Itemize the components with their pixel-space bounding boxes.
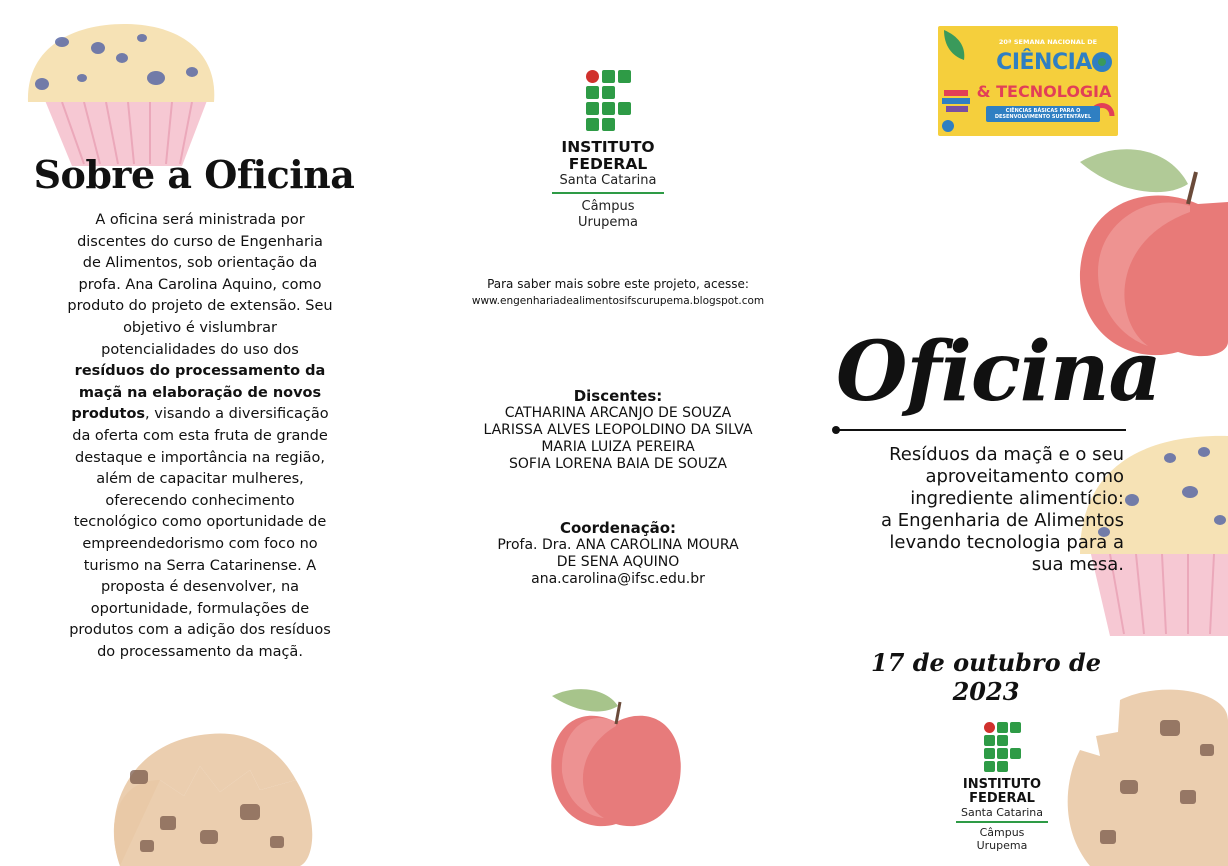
banner-tagline: CIÊNCIAS BÁSICAS PARA O DESENVOLVIMENTO SUSTENTÁVEL	[986, 106, 1100, 122]
site-intro: Para saber mais sobre este projeto, acesse:	[487, 277, 749, 291]
logo-divider	[956, 821, 1048, 823]
institution-name-line2: FEDERAL	[568, 155, 648, 173]
institution-state: Santa Catarina	[559, 173, 657, 188]
subtitle-line: Resíduos da maçã e o seu	[889, 444, 1124, 465]
students-block	[440, 388, 796, 473]
coordinator-email: ana.carolina@ifsc.edu.br	[531, 571, 705, 587]
paragraph-text-end: , visando a diversificação da oferta com esta fruta de grande destaque e importância na região, além de capacitar mulheres, oferecendo conhecimento tecnológico como oportunidade de empreendedorismo com foco no turismo na Serra Catarinense. A proposta é desenvolver, na oportunidade, formulações de produtos com a adição dos resíduos do processamento da maçã.	[69, 406, 331, 660]
ifsc-logo-mark	[984, 722, 1021, 772]
about-paragraph	[66, 210, 334, 663]
coordinator-name-line2: DE SENA AQUINO	[556, 554, 680, 570]
student-name: SOFIA LORENA BAIA DE SOUZA	[509, 456, 727, 472]
coordinator-name-line1: Profa. Dra. ANA CAROLINA MOURA	[497, 537, 739, 553]
project-site-info	[470, 276, 766, 310]
student-name: CATHARINA ARCANJO DE SOUZA	[504, 405, 732, 421]
cookie-illustration	[100, 720, 320, 866]
coordination-heading: Coordenação:	[559, 519, 677, 537]
section-title: Sobre a Oficina	[33, 152, 355, 197]
ifsc-logo-mark	[586, 70, 631, 131]
banner-decoration	[938, 26, 978, 136]
paragraph-text-start: A oficina será ministrada por discentes do curso de Engenharia de Alimentos, sob orientação da profa. Ana Carolina Aquino, como produto do projeto de extensão. Seu objetivo é vislumbrar potencialidades do uso dos	[67, 212, 333, 358]
event-date: 17 de outubro de 2023	[871, 648, 1101, 706]
campus-name: Urupema	[976, 839, 1028, 852]
ifsc-logo	[548, 70, 668, 231]
campus-label: Câmpus	[979, 826, 1025, 839]
cookie-illustration	[1060, 680, 1228, 866]
campus-name: Urupema	[578, 215, 638, 230]
institution-name-line1: INSTITUTO	[561, 138, 655, 156]
institution-name-line1: INSTITUTO	[962, 777, 1042, 792]
title-divider	[836, 429, 1126, 431]
banner-title: CIÊNCIA	[996, 50, 1092, 75]
institution-state: Santa Catarina	[960, 806, 1043, 819]
muffin-illustration	[22, 18, 222, 168]
banner-subtitle: & TECNOLOGIA	[976, 82, 1112, 101]
institution-name-line2: FEDERAL	[969, 791, 1035, 806]
subtitle-line: a Engenharia de Alimentos	[880, 510, 1124, 531]
campus-label: Câmpus	[581, 199, 635, 214]
banner-edition: 20ª SEMANA NACIONAL DE	[998, 38, 1098, 46]
science-week-banner	[938, 26, 1118, 136]
subtitle-line: aproveitamento como	[925, 466, 1124, 487]
apple-illustration	[546, 682, 686, 832]
students-heading: Discentes:	[573, 387, 663, 405]
site-url: www.engenhariadealimentosifscurupema.blogspot.com	[471, 295, 765, 307]
subtitle-line: ingrediente alimentício:	[910, 488, 1124, 509]
subtitle-line: sua mesa.	[1031, 554, 1124, 575]
workshop-subtitle	[852, 444, 1124, 576]
paragraph-text-bold: resíduos do processamento da maçã na elaboração de novos produtos	[71, 363, 326, 423]
student-name: MARIA LUIZA PEREIRA	[541, 439, 695, 455]
student-name: LARISSA ALVES LEOPOLDINO DA SILVA	[483, 422, 753, 438]
logo-divider	[552, 192, 664, 194]
ifsc-logo	[950, 722, 1054, 852]
coordination-block	[440, 520, 796, 588]
workshop-title: Oficina	[836, 324, 1161, 420]
subtitle-line: levando tecnologia para a	[889, 532, 1124, 553]
